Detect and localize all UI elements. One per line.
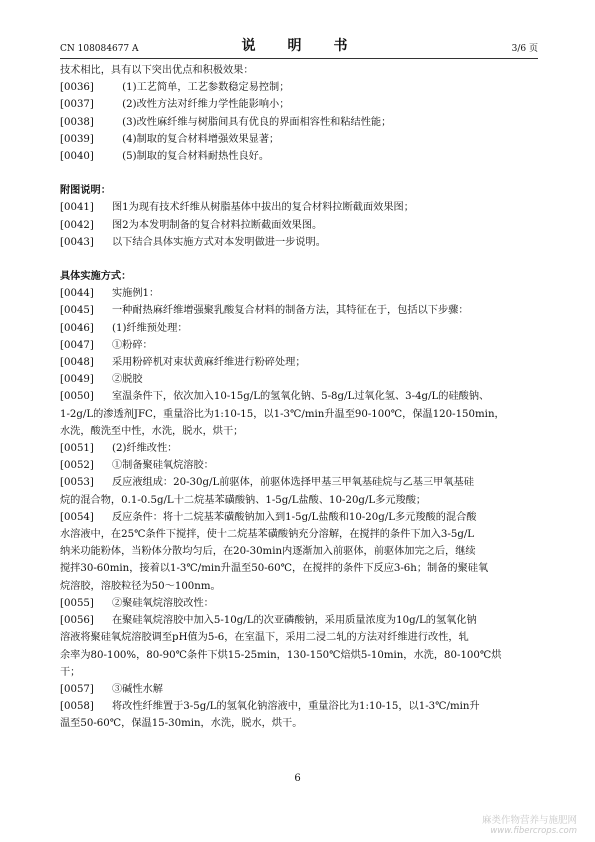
paragraph-text: 反应液组成：20-30g/L前驱体，前驱体选择甲基三甲氧基硅烷与乙基三甲氧基硅	[112, 477, 474, 489]
paragraph-0040	[60, 148, 538, 165]
paragraph-continuation: 搅拌30-60min，接着以1-3℃/min升温至50-60℃，在搅拌的条件下反应3-6h；制备的聚硅氧	[60, 563, 489, 575]
paragraph-0053	[60, 474, 538, 491]
paragraph-continuation: 干；	[60, 666, 81, 678]
paragraph-text: ①制备聚硅氧烷溶胶：	[112, 460, 214, 472]
paragraph-continuation: 纳米功能粉体，当粉体分散均匀后，在20-30min内逐渐加入前驱体，前驱体加完之后，继续	[60, 546, 476, 558]
paragraph-0050	[60, 388, 538, 405]
paragraph-text: ②聚硅氧烷溶胶改性：	[112, 597, 214, 609]
paragraph-0042	[60, 217, 538, 234]
paragraph-text: 图2为本发明制备的复合材料拉断截面效果图。	[112, 219, 323, 231]
paragraph-text: (4)制取的复合材料增强效果显著；	[112, 133, 280, 145]
paragraph-0043	[60, 234, 538, 251]
paragraph-number: [0041]	[60, 202, 94, 214]
paragraph-0039	[60, 131, 538, 148]
paragraph-number: [0037]	[60, 99, 94, 111]
paragraph-0047	[60, 337, 538, 354]
paragraph-continuation: 烷的混合物，0.1-0.5g/L十二烷基苯磺酸钠、1-5g/L盐酸、10-20g/L多元羧酸；	[60, 494, 427, 506]
paragraph-0041	[60, 199, 538, 216]
paragraph-number: [0039]	[60, 133, 94, 145]
paragraph-text: 实施例1：	[112, 288, 160, 300]
document-body	[60, 62, 538, 733]
paragraph-number: [0043]	[60, 236, 94, 248]
paragraph-number: [0054]	[60, 511, 94, 523]
paragraph-number: [0050]	[60, 391, 94, 403]
paragraph-0054	[60, 509, 538, 526]
paragraph-0048	[60, 354, 538, 371]
section-heading-drawings: 附图说明：	[60, 184, 111, 197]
paragraph-0049	[60, 371, 538, 388]
paragraph-text: 在聚硅氧烷溶胶中加入5-10g/L的次亚磷酸钠，采用质量浓度为10g/L的氢氧化钠	[112, 615, 477, 627]
paragraph-text: 将改性纤维置于3-5g/L的氢氧化钠溶液中，重量浴比为1:10-15，以1-3℃/min升	[112, 701, 480, 713]
section-heading-embodiments: 具体实施方式：	[60, 270, 132, 283]
paragraph-0037	[60, 96, 538, 113]
paragraph-continuation: 溶液将聚硅氧烷溶胶调至pH值为5-6，在室温下，采用二浸二轧的方法对纤维进行改性，轧	[60, 632, 469, 644]
paragraph-text: (1)纤维预处理：	[112, 322, 188, 334]
paragraph-text: (2)纤维改性：	[112, 443, 178, 455]
paragraph-continuation: 温至50-60℃，保温15-30min，水洗，脱水，烘干。	[60, 718, 303, 730]
paragraph-text: 反应条件：将十二烷基苯磺酸钠加入到1-5g/L盐酸和10-20g/L多元羧酸的混合酸	[112, 511, 477, 523]
paragraph-number: [0048]	[60, 357, 94, 369]
paragraph-0056	[60, 612, 538, 629]
paragraph-number: [0046]	[60, 322, 94, 334]
paragraph-number: [0049]	[60, 374, 94, 386]
paragraph-number: [0036]	[60, 82, 94, 94]
paragraph-text: ①粉碎：	[112, 339, 153, 351]
paragraph-text: 采用粉碎机对束状黄麻纤维进行粉碎处理；	[112, 357, 306, 369]
paragraph-0058	[60, 698, 538, 715]
watermark-site-url: www.fibercrops.com	[490, 826, 577, 836]
page-number: 6	[294, 773, 301, 784]
paragraph-number: [0040]	[60, 151, 94, 163]
paragraph-number: [0047]	[60, 339, 94, 351]
page-header	[60, 34, 538, 59]
paragraph-0051	[60, 440, 538, 457]
paragraph-number: [0056]	[60, 615, 94, 627]
paragraph-0045	[60, 302, 538, 319]
paragraph-continuation: 1-2g/L的渗透剂JFC，重量浴比为1:10-15，以1-3℃/min升温至90-100℃，保温120-150min，	[60, 408, 505, 420]
paragraph-text: 以下结合具体实施方式对本发明做进一步说明。	[112, 236, 326, 248]
paragraph-text: (2)改性方法对纤维力学性能影响小；	[112, 99, 290, 111]
intro-line: 技术相比，具有以下突出优点和积极效果：	[60, 65, 254, 76]
paragraph-0046	[60, 320, 538, 337]
paragraph-continuation: 烷溶胶，溶胶粒径为50～100nm。	[60, 580, 221, 592]
paragraph-continuation: 水洗，酸洗至中性，水洗，脱水，烘干；	[60, 425, 244, 437]
paragraph-0057	[60, 681, 538, 698]
paragraph-continuation: 余率为80-100%，80-90℃条件下烘15-25min，130-150℃焙烘5-10min，水洗，80-100℃烘	[60, 649, 502, 661]
paragraph-text: (1)工艺简单，工艺参数稳定易控制；	[112, 82, 290, 94]
paragraph-number: [0042]	[60, 219, 94, 231]
watermark-site-name: 麻类作物营养与施肥网	[481, 815, 577, 826]
paragraph-0055	[60, 595, 538, 612]
paragraph-text: ②脱胶	[112, 374, 143, 386]
spacer	[60, 251, 538, 268]
paragraph-text: (5)制取的复合材料耐热性良好。	[112, 151, 270, 163]
paragraph-continuation: 水溶液中，在25℃条件下搅拌，使十二烷基苯磺酸钠充分溶解，在搅拌的条件下加入3-5g/L	[60, 529, 475, 541]
paragraph-number: [0058]	[60, 701, 94, 713]
publication-number: CN 108084677 A	[60, 44, 139, 54]
paragraph-0044	[60, 285, 538, 302]
page-indicator: 3/6 页	[511, 44, 538, 54]
paragraph-number: [0051]	[60, 443, 94, 455]
paragraph-0038	[60, 114, 538, 131]
paragraph-text: 图1为现有技术纤维从树脂基体中拔出的复合材料拉断截面效果图；	[112, 202, 414, 214]
paragraph-number: [0038]	[60, 116, 94, 128]
paragraph-0052	[60, 457, 538, 474]
paragraph-number: [0053]	[60, 477, 94, 489]
paragraph-number: [0044]	[60, 288, 94, 300]
paragraph-number: [0052]	[60, 460, 94, 472]
paragraph-number: [0045]	[60, 305, 94, 317]
paragraph-text: 一种耐热麻纤维增强聚乳酸复合材料的制备方法，其特征在于，包括以下步骤：	[112, 305, 469, 317]
spacer	[60, 165, 538, 182]
paragraph-text: 室温条件下，依次加入10-15g/L的氢氧化钠、5-8g/L过氧化氢、3-4g/L的硅酸钠、	[112, 391, 490, 403]
paragraph-text: (3)改性麻纤维与树脂间具有优良的界面相容性和粘结性能；	[112, 116, 392, 128]
paragraph-0036	[60, 79, 538, 96]
paragraph-number: [0057]	[60, 683, 94, 695]
paragraph-text: ③碱性水解	[112, 683, 163, 695]
paragraph-number: [0055]	[60, 597, 94, 609]
document-title: 说 明 书	[241, 38, 357, 54]
